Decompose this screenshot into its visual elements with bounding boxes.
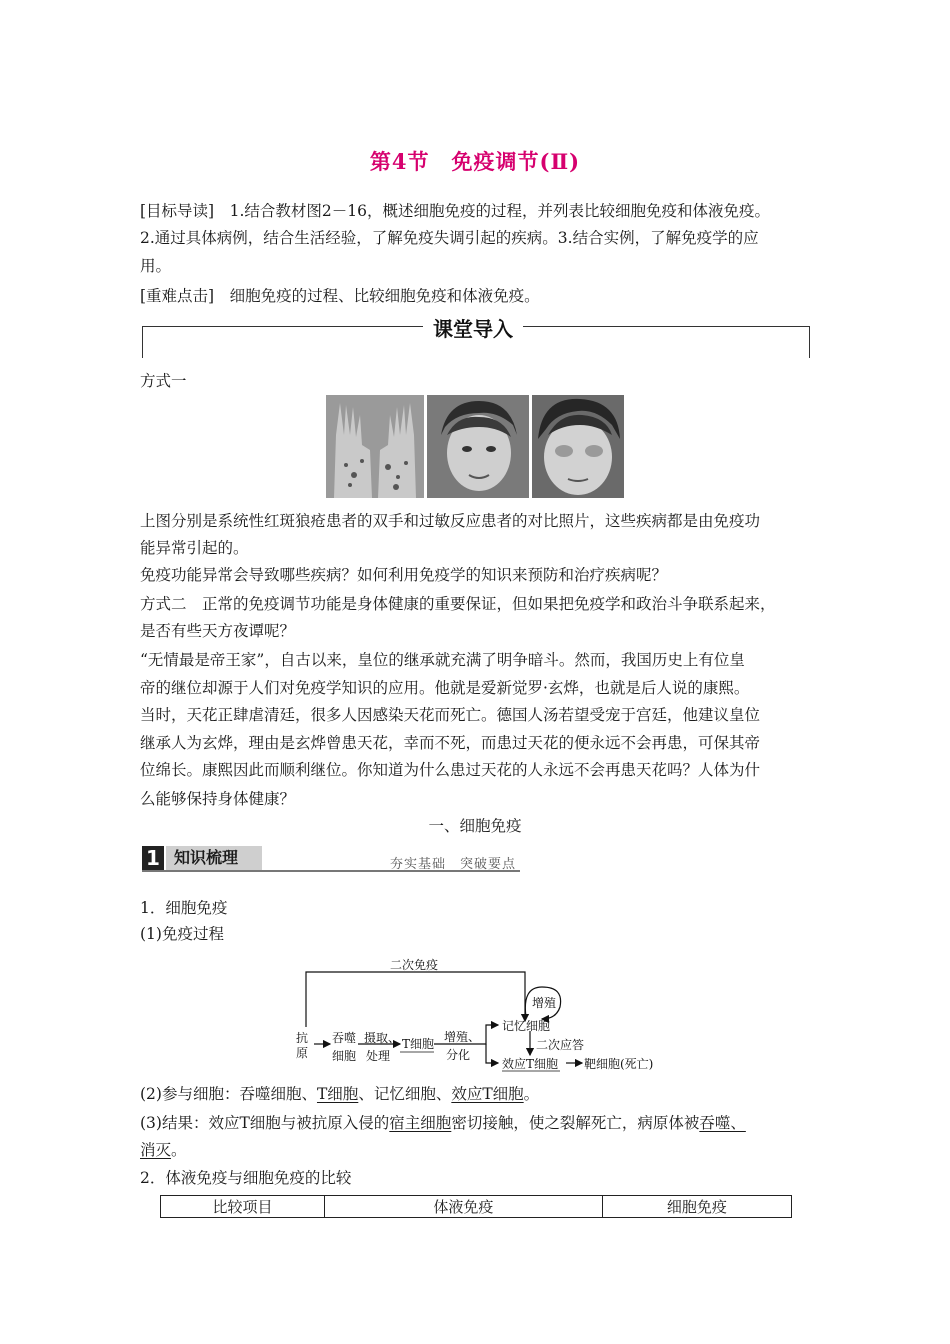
uptake-label-1: 摄取、 [364,1031,401,1045]
method-1-paragraph-1a: 上图分别是系统性红斑狼疮患者的双手和过敏反应患者的对比照片，这些疾病都是由免疫功 [140,512,761,530]
cell-immunity-diagram [290,955,660,1080]
method-2-line-3: “无情最是帝王家”，自古以来，皇位的继承就充满了明争暗斗。然而，我国历史上有位皇 [140,651,745,669]
host-cell-answer: 宿主细胞 [389,1114,452,1132]
section-heading: 一、细胞免疫 [428,817,522,835]
phagocyte-label-2: 细胞 [332,1049,357,1063]
proliferate-label: 增殖 [532,996,557,1010]
t-cell-label: T细胞 [402,1037,435,1051]
differentiate-label-2: 分化 [446,1048,471,1062]
effector-t-cell-label: 效应T细胞 [502,1057,559,1071]
antigen-label-2: 原 [296,1046,309,1060]
goals-line-3: 用。 [140,257,172,275]
participating-cells-mid: 、记忆细胞、 [358,1085,452,1103]
method-1-paragraph-1b: 能异常引起的。 [140,539,249,557]
knowledge-subtitle: 夯实基础 突破要点 [390,857,517,872]
result-end: 。 [171,1141,187,1159]
method-2-line-2: 是否有些天方夜谭呢？ [140,622,296,640]
banner-left-tick [142,326,143,358]
secondary-response-label: 二次应答 [536,1038,585,1052]
banner-right-tick [809,326,810,358]
effector-t-cell-answer: 效应T细胞 [451,1085,524,1103]
knowledge-title: 知识梳理 [166,846,262,870]
differentiate-label-1: 增殖、 [444,1030,481,1044]
target-cell-label: 靶细胞(死亡) [584,1057,654,1071]
method-2-line-8: 么能够保持身体健康？ [140,790,296,808]
comparison-table [160,1195,792,1218]
memory-cell-label: 记忆细胞 [502,1019,551,1033]
swollen-face-photo [532,395,624,498]
immune-process-heading: (1)免疫过程 [140,925,224,943]
goals-line-2: 2.通过具体病例，结合生活经验，了解免疫失调引起的疾病。3.结合实例，了解免疫学的应 [140,229,759,247]
destroy-answer: 消灭 [140,1141,172,1159]
method-2-line-4: 帝的继位却源于人们对免疫学知识的应用。他就是爱新觉罗·玄烨，也就是后人说的康熙。 [140,679,750,697]
header-cellular: 细胞免疫 [602,1196,791,1218]
result-line-1 [140,1110,812,1136]
method-2-line-5: 当时，天花正肆虐清廷，很多人因感染天花而死亡。德国人汤若望受宠于宫廷，他建议皇位 [140,706,761,724]
banner-title: 课堂导入 [423,313,523,342]
page-title: 第4节 免疫调节(Ⅱ) [369,149,581,174]
secondary-immunity-label: 二次免疫 [390,958,439,972]
header-humoral: 体液免疫 [325,1196,603,1218]
key-points: [重难点击] 细胞免疫的过程、比较细胞免疫和体液免疫。 [140,287,540,305]
child-face-photo [427,395,529,498]
method-2-line-1: 方式二 正常的免疫调节功能是身体健康的重要保证，但如果把免疫学和政治斗争联系起来， [140,595,776,613]
participating-cells-end: 。 [523,1085,540,1103]
cell-immunity-heading: 1．细胞免疫 [140,899,228,917]
t-cell-answer: T细胞 [316,1085,359,1103]
participating-cells-prefix: (2)参与细胞：吞噬细胞、 [140,1085,317,1103]
hands-photo [326,395,424,498]
result-text-a: (3)结果：效应T细胞与被抗原入侵的 [140,1114,390,1132]
uptake-label-2: 处理 [366,1049,391,1063]
result-text-b: 密切接触，使之裂解死亡，病原体被 [451,1114,700,1132]
method-2-line-7: 位绵长。康熙因此而顺利继位。你知道为什么患过天花的人永远不会再患天花吗？人体为什 [140,761,761,779]
phagocyte-label-1: 吞噬 [332,1031,357,1045]
knowledge-number: 1 [142,846,164,870]
header-item: 比较项目 [161,1196,325,1218]
participating-cells [140,1081,812,1107]
method-1-paragraph-2: 免疫功能异常会导致哪些疾病？如何利用免疫学的知识来预防和治疗疾病呢？ [140,566,668,584]
comparison-heading: 2．体液免疫与细胞免疫的比较 [140,1169,352,1187]
engulf-answer: 吞噬、 [699,1114,746,1132]
method-1-label: 方式一 [140,372,187,390]
goals-line-1: [目标导读] 1.结合教材图2－16，概述细胞免疫的过程，并列表比较细胞免疫和体液免疫。 [140,202,770,220]
table-header-row [161,1196,792,1218]
result-line-2 [140,1137,812,1163]
antigen-label-1: 抗 [296,1031,309,1045]
method-2-line-6: 继承人为玄烨，理由是玄烨曾患天花，幸而不死，而患过天花的便永远不会再患，可保其帝 [140,734,761,752]
